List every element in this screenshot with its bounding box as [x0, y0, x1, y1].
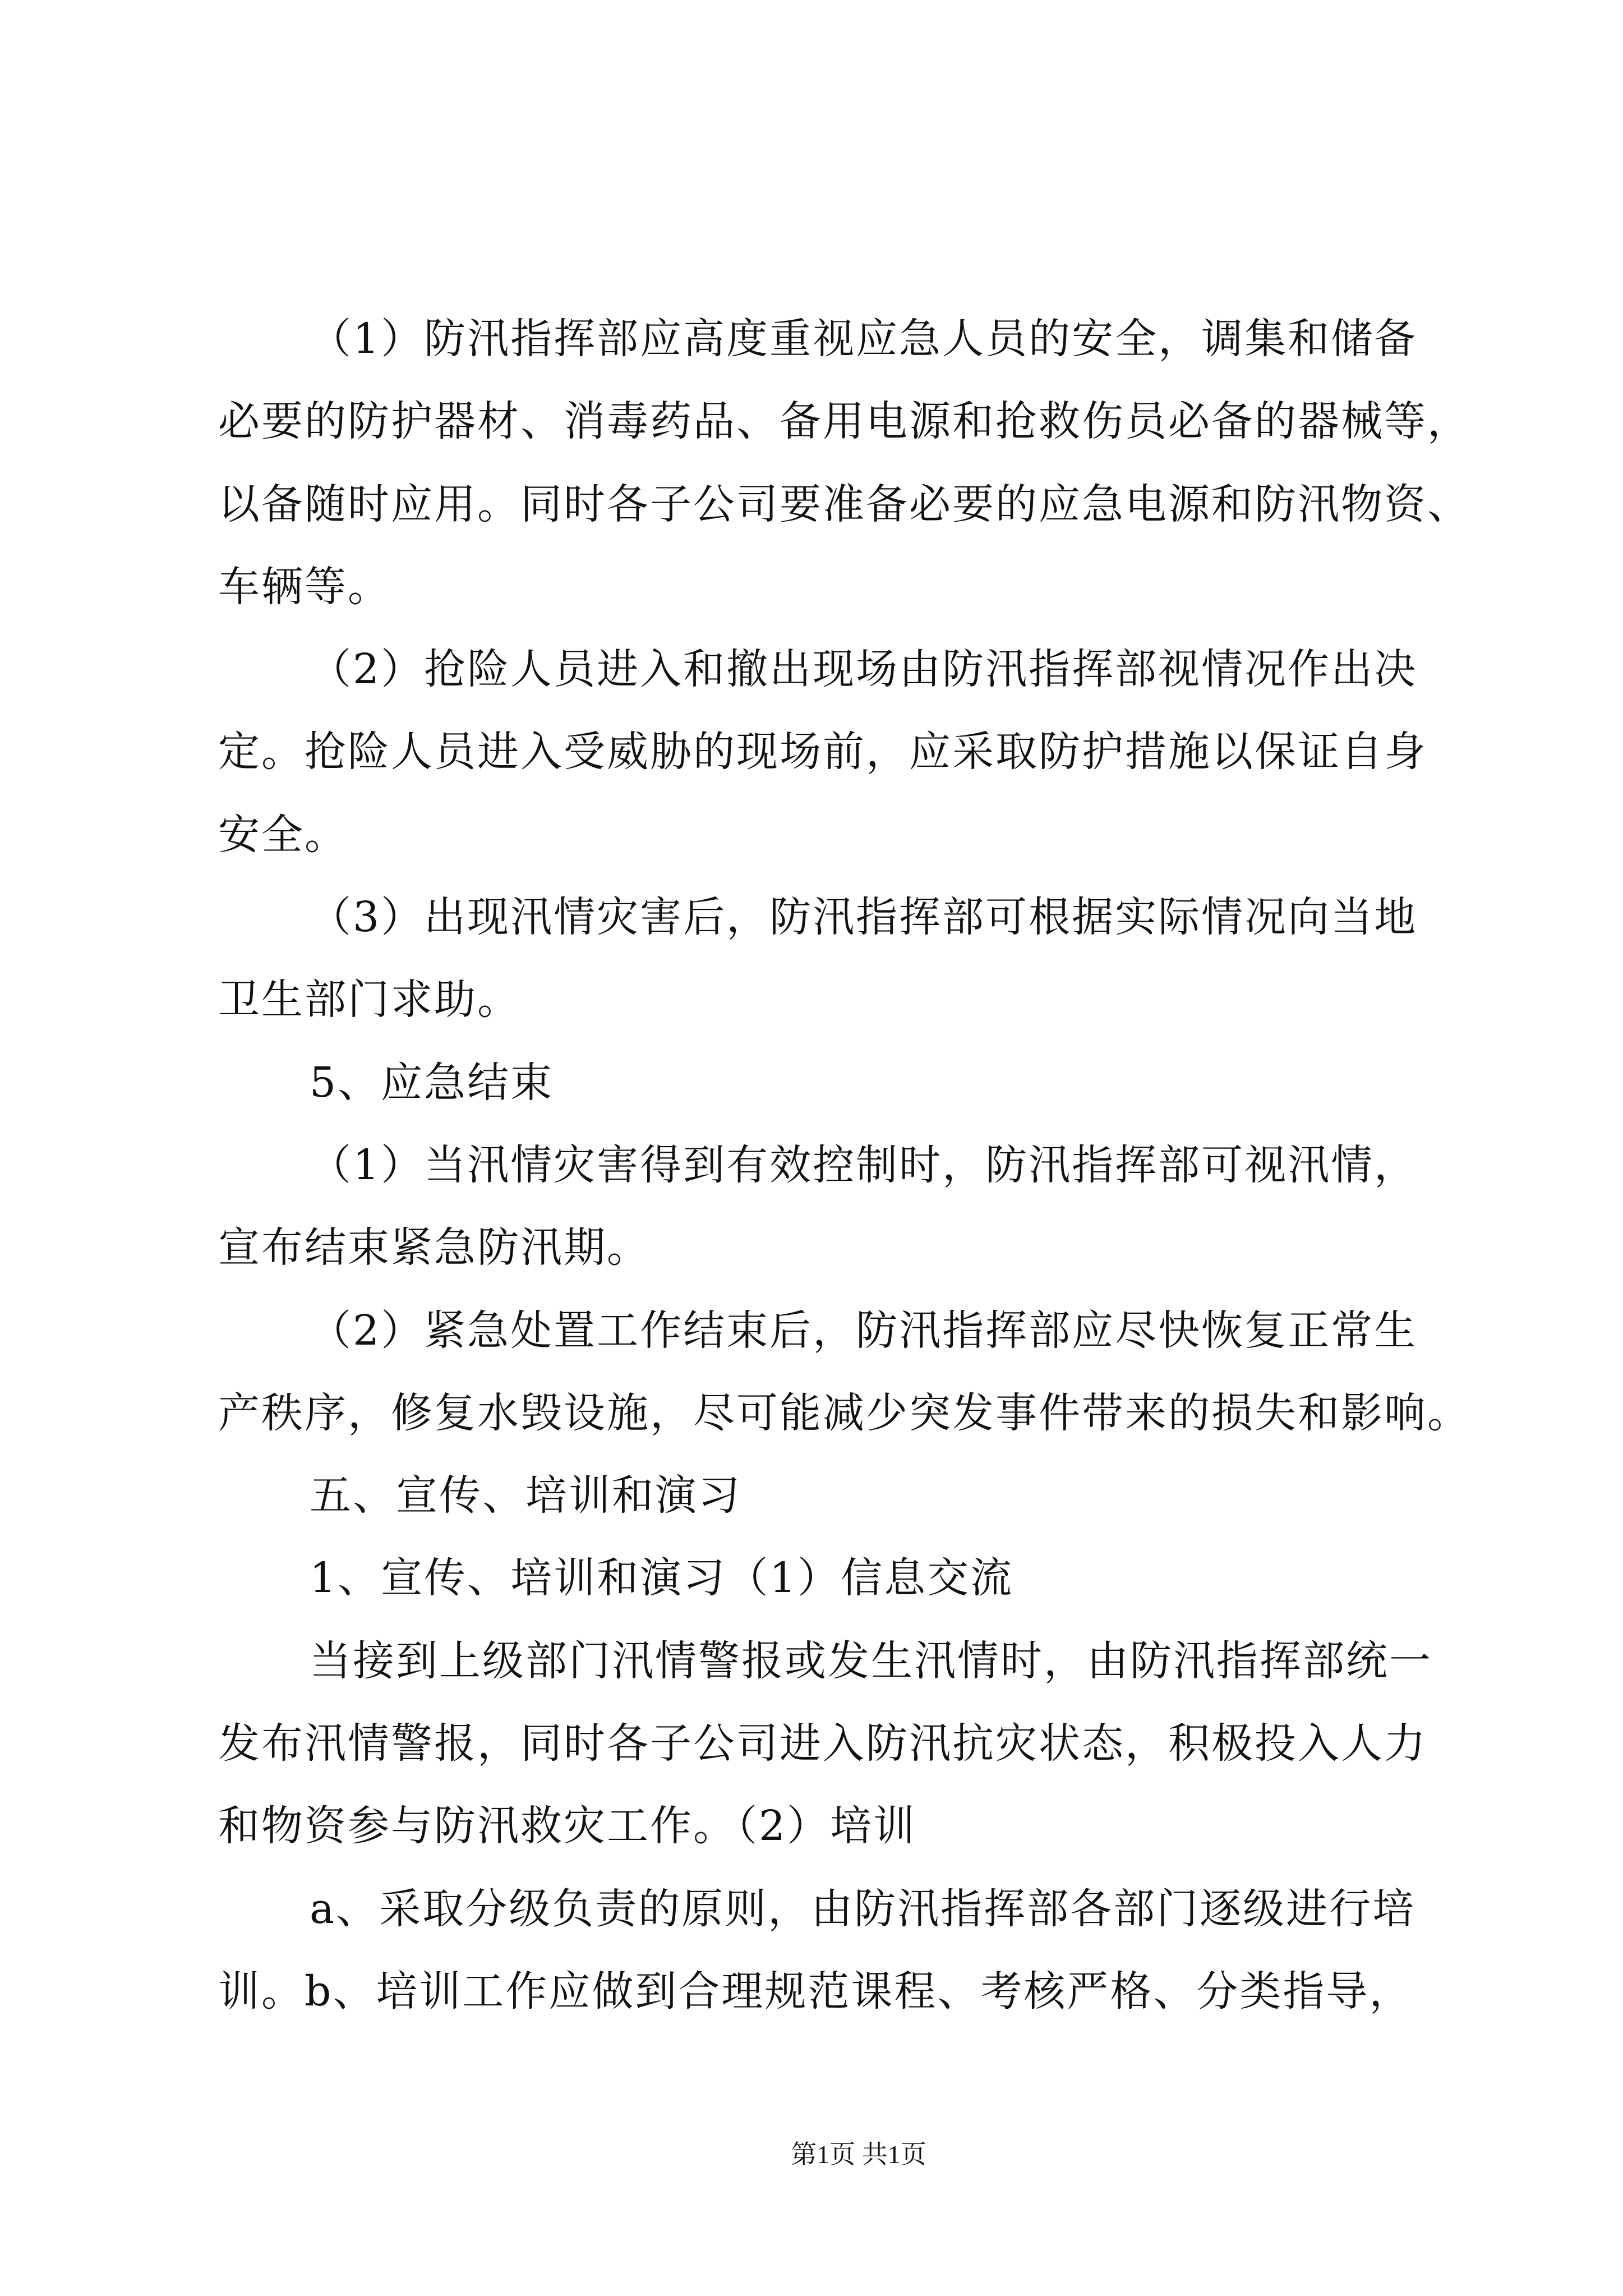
paragraph-line: 训。b、培训工作应做到合理规范课程、考核严格、分类指导，	[218, 1967, 1413, 2016]
paragraph-line: a、采取分级负责的原则，由防汛指挥部各部门逐级进行培	[310, 1884, 1416, 1933]
paragraph-line: （2）抢险人员进入和撤出现场由防汛指挥部视情况作出决	[310, 645, 1418, 694]
section-heading: 5、应急结束	[310, 1058, 554, 1107]
subsection-heading: 1、宣传、培训和演习（1）信息交流	[310, 1554, 1014, 1603]
paragraph-line: 车辆等。	[218, 562, 391, 611]
paragraph-line: 当接到上级部门汛情警报或发生汛情时，由防汛指挥部统一	[310, 1636, 1432, 1685]
page-footer: 第1页 共1页	[791, 2140, 926, 2169]
paragraph-line: 发布汛情警报，同时各子公司进入防汛抗灾状态，积极投入人力	[218, 1719, 1427, 1768]
paragraph-line: 和物资参与防汛救灾工作。（2）培训	[218, 1802, 917, 1851]
paragraph-line: 必要的防护器材、消毒药品、备用电源和抢救伤员必备的器械等，	[218, 397, 1470, 446]
paragraph-line: 产秩序，修复水毁设施，尽可能减少突发事件带来的损失和影响。	[218, 1388, 1470, 1437]
paragraph-line: 安全。	[218, 810, 348, 859]
paragraph-line: （2）紧急处置工作结束后，防汛指挥部应尽快恢复正常生	[310, 1306, 1418, 1355]
document-body	[218, 298, 1553, 2033]
paragraph-line: 宣布结束紧急防汛期。	[218, 1223, 650, 1272]
paragraph-line: 以备随时应用。同时各子公司要准备必要的应急电源和防汛物资、	[218, 480, 1470, 528]
paragraph-line: （1）当汛情灾害得到有效控制时，防汛指挥部可视汛情，	[310, 1140, 1418, 1189]
paragraph-line: 卫生部门求助。	[218, 976, 520, 1024]
paragraph-line: 定。抢险人员进入受威胁的现场前，应采取防护措施以保证自身	[218, 728, 1427, 776]
section-heading: 五、宣传、培训和演习	[310, 1471, 741, 1520]
paragraph-line: （3）出现汛情灾害后，防汛指挥部可根据实际情况向当地	[310, 893, 1418, 942]
paragraph-line: （1）防汛指挥部应高度重视应急人员的安全，调集和储备	[310, 315, 1418, 363]
